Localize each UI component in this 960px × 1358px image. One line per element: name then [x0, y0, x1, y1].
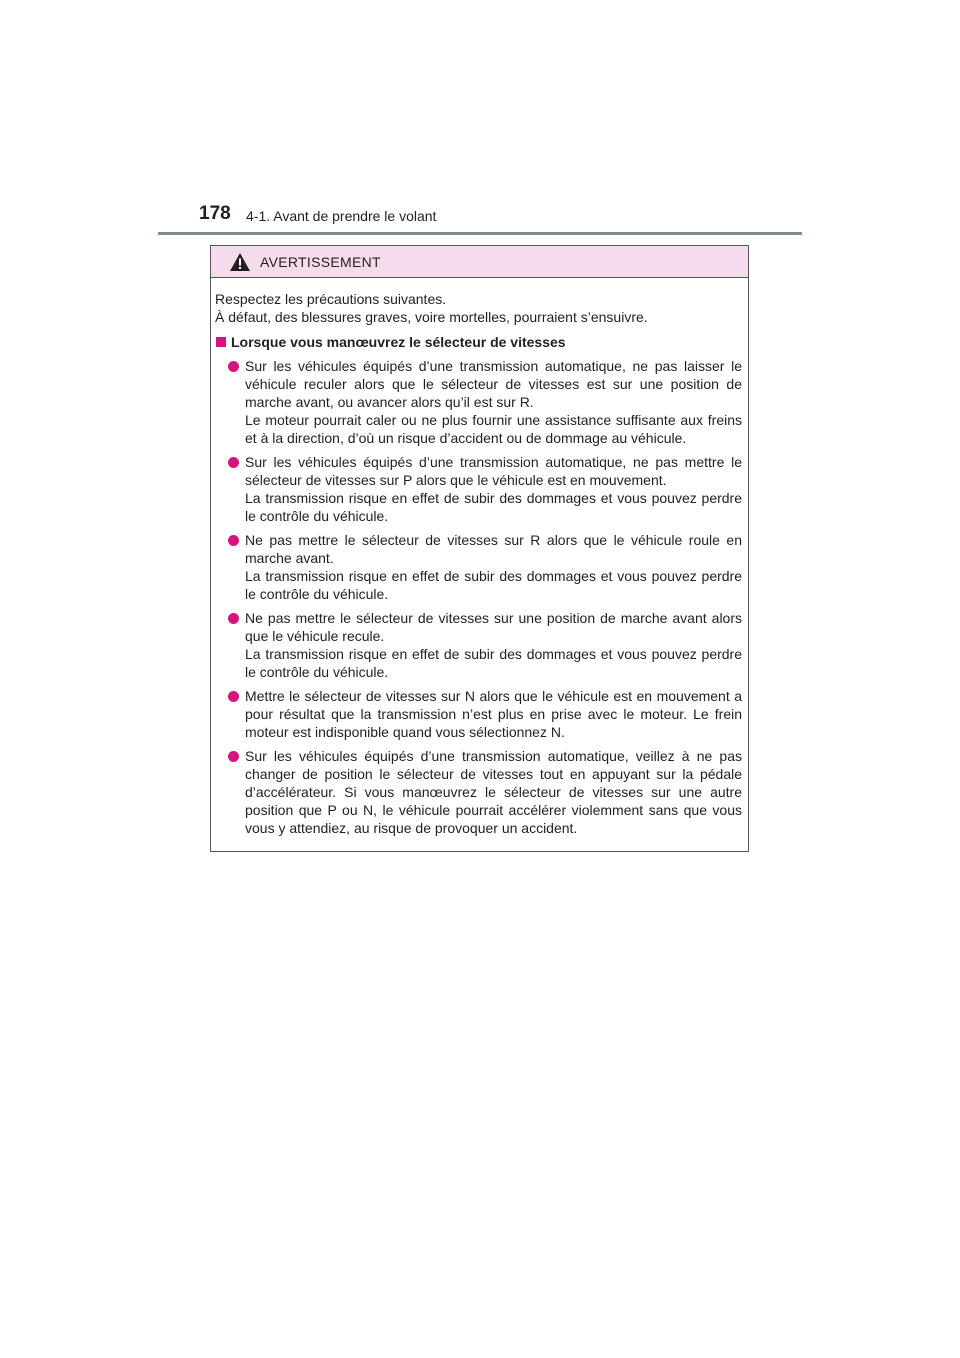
warning-subheading: [215, 333, 742, 351]
circle-bullet-icon: [228, 361, 239, 372]
circle-bullet-icon: [228, 457, 239, 468]
list-item: [215, 687, 742, 741]
bullet-paragraph: Ne pas mettre le sélecteur de vitesses sur R alors que le véhicule roule en marche avant.: [245, 532, 742, 566]
warning-triangle-icon: [229, 252, 251, 272]
list-item: [215, 609, 742, 681]
warning-title: AVERTISSEMENT: [260, 253, 381, 270]
bullet-paragraph: Sur les véhicules équipés d’une transmission automatique, ne pas laisser le véhicule reculer alors que le sélecteur de vitesses est sur une position de marche avant, ou avancer alors qu’il est sur R.: [245, 358, 742, 410]
list-item: [215, 747, 742, 837]
section-title: 4-1. Avant de prendre le volant: [246, 208, 437, 224]
bullet-list: [215, 357, 742, 837]
bullet-paragraph: La transmission risque en effet de subir des dommages et vous pouvez perdre le contrôle du véhicule.: [245, 568, 742, 602]
circle-bullet-icon: [228, 691, 239, 702]
circle-bullet-icon: [228, 751, 239, 762]
bullet-paragraph: Sur les véhicules équipés d’une transmission automatique, veillez à ne pas changer de position le sélecteur de vitesses tout en appuyant sur la pédale d’accélérateur. Si vous manœuvrez le sélecteur de vitesses sur une autre position que P ou N, le véhicule pourrait accélérer violemment sans que vous vous y attendiez, au risque de provoquer un accident.: [245, 748, 742, 836]
circle-bullet-icon: [228, 535, 239, 546]
bullet-paragraph: Ne pas mettre le sélecteur de vitesses sur une position de marche avant alors que le véhicule recule.: [245, 610, 742, 644]
list-item: [215, 453, 742, 525]
bullet-paragraph: Sur les véhicules équipés d’une transmission automatique, ne pas mettre le sélecteur de vitesses sur P alors que le véhicule est en mouvement.: [245, 454, 742, 488]
header-divider: [158, 232, 802, 235]
bullet-paragraph: La transmission risque en effet de subir des dommages et vous pouvez perdre le contrôle du véhicule.: [245, 490, 742, 524]
warning-box: [210, 245, 749, 852]
intro-line: À défaut, des blessures graves, voire mortelles, pourraient s’ensuivre.: [215, 309, 648, 325]
square-bullet-icon: [216, 337, 226, 347]
subheading-text: Lorsque vous manœuvrez le sélecteur de vitesses: [231, 334, 566, 350]
list-item: [215, 357, 742, 447]
warning-intro: [215, 290, 742, 326]
page-number: 178: [199, 203, 231, 224]
bullet-paragraph: Mettre le sélecteur de vitesses sur N alors que le véhicule est en mouvement a pour résultat que la transmission n’est plus en prise avec le moteur. Le frein moteur est indisponible quand vous sélectionnez N.: [245, 688, 742, 740]
circle-bullet-icon: [228, 613, 239, 624]
warning-header: [211, 246, 748, 278]
intro-line: Respectez les précautions suivantes.: [215, 291, 447, 307]
bullet-paragraph: Le moteur pourrait caler ou ne plus fournir une assistance suffisante aux freins et à la direction, d’où un risque d’accident ou de dommage au véhicule.: [245, 412, 742, 446]
warning-body: [211, 278, 748, 837]
bullet-paragraph: La transmission risque en effet de subir des dommages et vous pouvez perdre le contrôle du véhicule.: [245, 646, 742, 680]
list-item: [215, 531, 742, 603]
